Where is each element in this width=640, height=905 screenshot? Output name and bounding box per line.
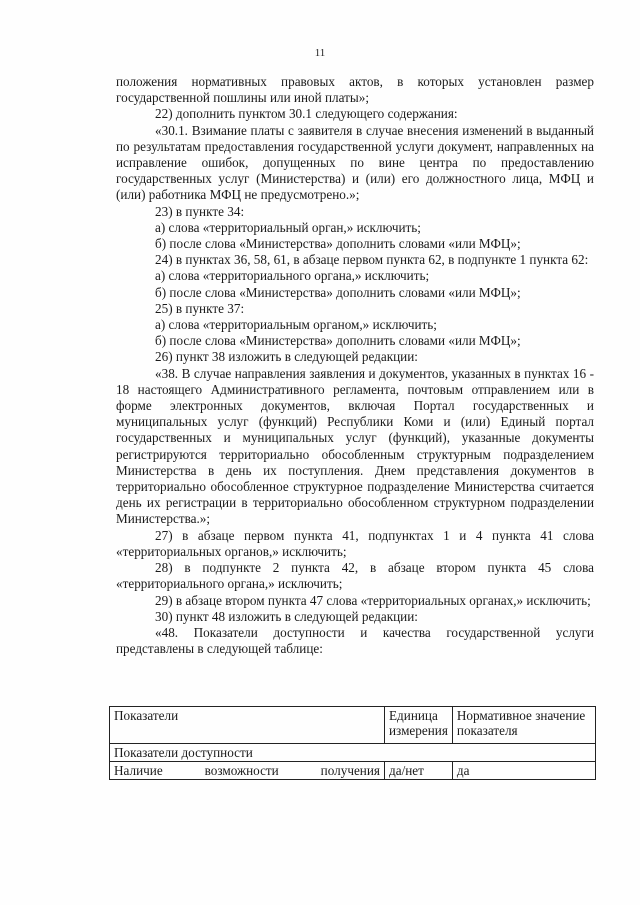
- table-section-row: [110, 744, 596, 762]
- paragraph: 24) в пунктах 36, 58, 61, в абзаце первом пункта 62, в подпункте 1 пункта 62:: [155, 252, 589, 268]
- paragraph: «38. В случае направления заявления и документов, указанных в пунктах 16 - 18 настоящего Административного регламента, почтовым отправлением или в форме электронных документов, включая Портал государственных и муниципальных услуг (функций) Республики Коми и (или) Единый портал государственных и муниципальных услуг (функций), указанные документы регистрируются территориально обособленным структурным подразделением Министерства в день их поступления. Днем представления документов в территориально обособленное структурное подразделение Министерства считается день их регистрации в территориально обособленном структурном подразделении Министерства.»;: [116, 365, 594, 527]
- page-number: 11: [314, 47, 326, 59]
- paragraph: 30) пункт 48 изложить в следующей редакции:: [155, 608, 418, 624]
- indicator-word: Наличие: [114, 763, 163, 778]
- paragraph: б) после слова «Министерства» дополнить словами «или МФЦ»;: [155, 333, 521, 349]
- unit-cell: да/нет: [385, 762, 453, 780]
- paragraph: а) слова «территориальный орган,» исключить;: [155, 219, 421, 235]
- paragraph: 29) в абзаце втором пункта 47 слова «территориальных органах,» исключить;: [155, 592, 591, 608]
- paragraph: а) слова «территориальным органом,» исключить;: [155, 317, 437, 333]
- paragraph: 26) пункт 38 изложить в следующей редакции:: [155, 349, 418, 365]
- indicator-word: возможности: [204, 763, 279, 778]
- body-text: [116, 74, 594, 657]
- paragraph: а) слова «территориального органа,» исключить;: [155, 268, 430, 284]
- header-normative-value: Нормативное значение показателя: [452, 707, 595, 744]
- paragraph: 27) в абзаце первом пункта 41, подпунктах 1 и 4 пункта 41 слова «территориальных органов,» исключить;: [116, 527, 594, 559]
- paragraph: б) после слова «Министерства» дополнить словами «или МФЦ»;: [155, 236, 521, 252]
- section-accessibility: Показатели доступности: [110, 744, 596, 762]
- paragraph: б) после слова «Министерства» дополнить словами «или МФЦ»;: [155, 284, 521, 300]
- paragraph: «30.1. Взимание платы с заявителя в случае внесения изменений в выданный по результатам предоставления государственной услуги документ, направленных на исправление ошибок, допущенных по вине центра по предоставлению государственных услуг (Министерства) и (или) его должностного лица, МФЦ и (или) работника МФЦ не предусмотрено.»;: [116, 122, 594, 203]
- value-cell: да: [452, 762, 595, 780]
- paragraph: 25) в пункте 37:: [155, 300, 245, 316]
- table-header-row: [110, 707, 596, 744]
- indicator-word: получения: [320, 763, 380, 778]
- indicator-cell: [110, 762, 385, 780]
- paragraph: 22) дополнить пунктом 30.1 следующего содержания:: [155, 106, 458, 122]
- paragraph: «48. Показатели доступности и качества государственной услуги представлены в следующей таблице:: [116, 624, 594, 657]
- paragraph: 28) в подпункте 2 пункта 42, в абзаце втором пункта 45 слова «территориального органа,» исключить;: [116, 560, 594, 592]
- paragraph: 23) в пункте 34:: [155, 203, 245, 219]
- paragraph: положения нормативных правовых актов, в которых установлен размер государственной пошлины или иной платы»;: [116, 74, 594, 106]
- table-row: [110, 762, 596, 780]
- header-indicators: Показатели: [110, 707, 385, 744]
- header-unit: Единица измерения: [385, 707, 453, 744]
- indicators-table: [109, 706, 596, 780]
